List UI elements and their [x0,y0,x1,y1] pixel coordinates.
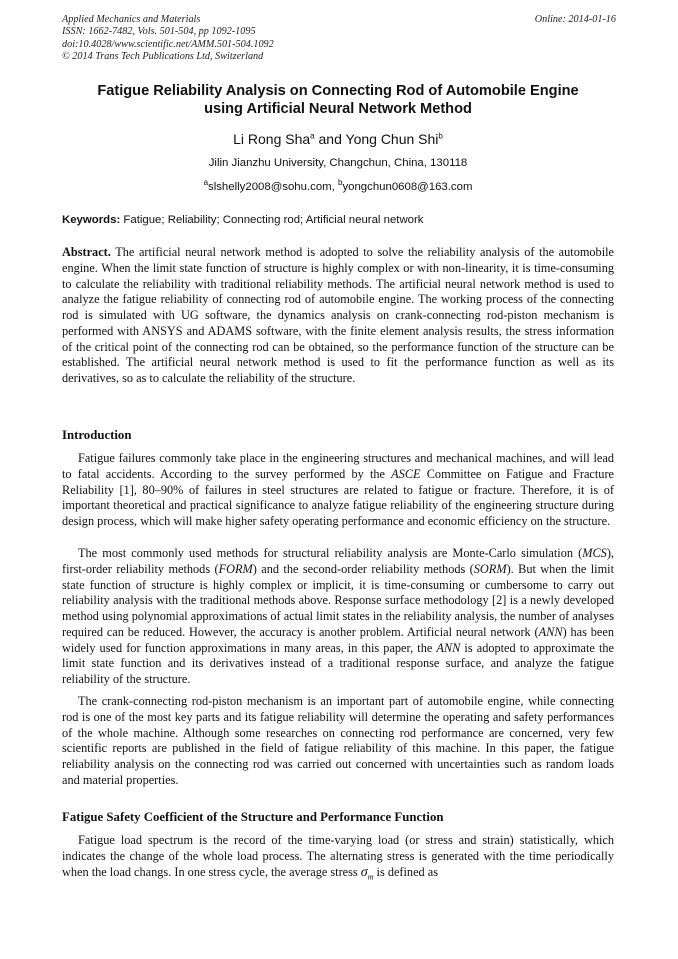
intro-p1-asce: ASCE [391,466,421,481]
intro-p2-text-f: is adopted to approximate the limit state function and its derivatives instead of a traditional response surface, and analyze the fatigue reliability of the structure. [62,640,614,686]
keywords-text: Fatigue; Reliability; Connecting rod; Artificial neural network [120,214,424,226]
email-b-marker: b [337,178,343,187]
sigma-subscript: m [367,871,374,881]
email-a-marker: a [203,178,209,187]
author-1: Li Rong Sha [233,131,311,147]
doi-line: doi:10.4028/www.scientific.net/AMM.501-504.1092 [62,38,274,50]
intro-paragraph-1 [62,451,614,530]
intro-p2-form: FORM [218,561,253,576]
intro-p2-text-a: The most commonly used methods for structural reliability analysis are Monte-Carlo simulation ( [78,546,583,560]
s2-p1-text-b: is defined as [373,864,439,879]
issn-line: ISSN: 1662-7482, Vols. 501-504, pp 1092-1095 [62,26,256,38]
intro-paragraph-3: The crank-connecting rod-piston mechanism is an important part of automobile engine, while connecting rod is one of the most key parts and its fatigue reliability will determine the operating and safety performances of the whole machine. Although some researches on connecting rod performance are concerned, very few scientific reports are published in the field of fatigue reliability of this machine. In this paper, the fatigue reliability analysis on the connecting rod was carried out concerned with uncertainties such as random loads and material properties. [62,694,614,787]
author-2: Yong Chun Shi [345,131,439,147]
intro-p2-text-e: ) has been widely used for function approximations in many areas, in this paper, the [62,624,614,655]
abstract [62,245,614,387]
email-a: slshelly2008@sohu.com, [208,180,338,193]
sigma-symbol: σ [360,864,368,880]
section-2-heading: Fatigue Safety Coefficient of the Structure and Performance Function [62,810,444,824]
intro-p2-text-c: ) and the second-order reliability methods ( [252,561,474,576]
author-1-marker: a [310,131,315,141]
intro-p2-text-b: ), first-order reliability methods ( [62,546,614,576]
intro-p2-ann-2: ANN [436,640,461,655]
s2-p1-text-a: Fatigue load spectrum is the record of the time-varying load (or stress and strain) statistically, which indicates the change of the whole load process. The alternating stress is generated with the time periodically when the load changs. In one stress cycle, the average stress [62,833,614,879]
abstract-text: The artificial neural network method is adopted to solve the reliability analysis of the automobile engine. When the limit state function of structure is highly complex or with non-linearity, it is time-consuming to calculate the reliability with traditional reliability methods. The artificial neural network method is used to analyze the fatigue reliability of connecting rod of automobile engine. The working process of the connecting rod is simulated with UG software, the dynamics analysis on crank-connecting rod-piston mechanism is performed with ANSYS and ADAMS software, with the finite element analysis results, the stress information of the critical point of the connecting rod can be obtained, so the performance function of the structure can be established. The artificial neural network method is used to fit the performance function as well as its derivatives, so as to calculate the reliability of the structure. [62,245,614,385]
online-date: Online: 2014-01-16 [534,14,616,25]
author-emails [62,178,614,193]
author-2-marker: b [438,131,443,141]
intro-p2-ann-1: ANN [538,624,563,639]
paper-title [62,82,614,118]
intro-p2-mcs: MCS [582,546,607,560]
journal-meta [62,14,274,63]
keywords-label: Keywords: [62,214,121,226]
intro-p2-sorm: SORM [473,561,507,576]
intro-paragraph-2 [62,546,614,688]
title-line-1: Fatigue Reliability Analysis on Connecting Rod of Automobile Engine [97,83,579,99]
intro-p2-text-d: ). But when the limit state function of structure is highly complex or implicit, it is time-consuming or cumbersome to carry out reliability analysis with the traditional methods above. Response surface methodology [2] is a newly developed method using polynomial approximations of actual limit states in the reliability analysis, the number of analyses required can be reduced. However, the accuracy is another problem. Artificial neural network ( [62,561,614,639]
abstract-label: Abstract. [62,245,111,259]
intro-p1-text-b: Committee on Fatigue and Fracture Reliability [1], 80–90% of failures in steel structures are related to fatigue or fracture. Therefore, it is of important theoretical and practical significance to analyze fatigue reliability of the engineering structure during design process, which will make higher safety operating performance and economic efficiency on the structure. [62,466,614,528]
section-2-paragraph-1 [62,833,614,885]
journal-name: Applied Mechanics and Materials [62,14,201,25]
email-b: yongchun0608@163.com [342,180,473,193]
introduction-heading: Introduction [62,428,132,442]
author-conjunction: and [314,131,346,147]
copyright-line: © 2014 Trans Tech Publications Ltd, Switzerland [62,50,264,62]
author-list [62,131,614,147]
intro-p1-text-a: Fatigue failures commonly take place in the engineering structures and mechanical machines, and will lead to fatal accidents. According to the survey performed by the [62,451,614,481]
affiliation: Jilin Jianzhu University, Changchun, China, 130118 [208,157,468,169]
title-line-2: using Artificial Neural Network Method [204,101,472,117]
keywords [62,214,614,226]
